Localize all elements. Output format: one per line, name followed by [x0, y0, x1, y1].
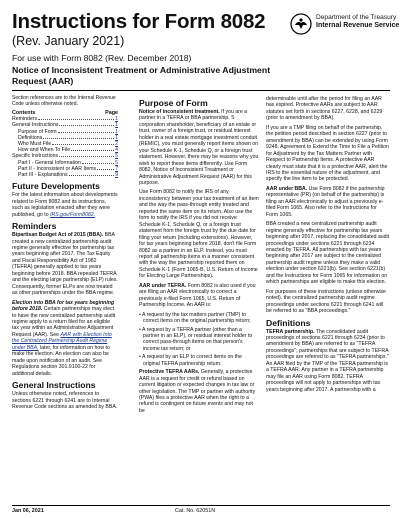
page-label: Page [105, 109, 118, 116]
protective-paragraph: Protective TEFRA AARs. Generally, a protective AAR is a request for credit or refund based on current litigation or expected changes in tax law or other legislation. The TMP or partner with authority (PWA) files a protective AAR when the right to a refund is contingent on future events and may not be [139, 369, 256, 414]
contents-label: Contents [12, 109, 36, 116]
general-instructions-text: Unless otherwise noted, references to sections 6221 through 6241 are to Internal Revenue Code sections as amended by BBA. [12, 391, 118, 410]
aar-bullet: • A request by an ELP to correct items on the original TEFRA partnership return. [139, 354, 242, 367]
future-developments-heading: Future Developments [12, 181, 100, 192]
election-paragraph: Election into BBA for tax years beginning before 2018. Certain partnerships may elect to have the new centralized partnership audit regime apply to a return filed for an eligible tax year within an Administrative Adjustment Request (AAR). See AAR with Election Into the Centralized Partnership Audit Regime under BBA, later, for information on how to make the election. An election can also be made upon notification of an audit. See Regulations section 301.9100-22 for additional details. [12, 299, 116, 377]
future-developments-text: For the latest information about developments related to Form 8082 and its instructions, such as legislation enacted after they were published, go to IRS.gov/Form8082. [12, 192, 118, 218]
dept-line1: Department of the Treasury [316, 14, 397, 21]
form-subtitle: Notice of Inconsistent Treatment or Administrative Adjustment Request (AAR) [12, 65, 271, 86]
tmp-paragraph: If you are a TMP filing on behalf of the partnership, the petition period described in section 6227 (prior to amendment by BBA) can be extended by using Form 9248, Agreement to Extend the Time to File a Petition for Adjustment by the Tax Matters Partner with Respect to Partnership Items. A protective AAR clearly must state that it is a protective AAR, alert the IRS to the essential nature of the adjustment, and specify the line item to be protected. [266, 124, 389, 183]
toc-item[interactable]: How and When To File 4 [18, 147, 118, 154]
department-block [316, 14, 399, 30]
reminders-heading: Reminders [12, 221, 57, 232]
tefra-paragraph: TEFRA partnership. The consolidated audit proceedings of sections 6221 through 6234 (prior to amendment by BBA) are referred to as "TEFRA proceedings"; partnerships that are subject to TEFRA proceedings are referred to as "TEFRA partnerships." An AAR filed by the TMP of the TEFRA partnership is a TEFRA AAR. Any partner in a TEFRA partnership may file an AAR using Form 8082. TEFRA proceedings will not apply to partnerships with tax years beginning after 2017. A partnership with a [266, 328, 389, 393]
column-2 [139, 96, 259, 417]
bba-regime-paragraph: BBA created a new centralized partnership audit regime generally effective for partnership tax years beginning after 2017, replacing the consolidated audit proceedings under sections 6221 through 6234 enacted by TEFRA. All partnerships with tax years beginning after 2017 are subject to the centralized partnership audit regime unless they make a valid election under section 6221(b). See section 6221(b) and the Instructions for Form 1065 for information on which partnerships are eligible to make this election. [266, 221, 390, 286]
toc-item[interactable]: Purpose of Form 1 [18, 128, 118, 135]
header-rule [12, 90, 390, 91]
page-title: Instructions for Form 8082 [12, 10, 266, 33]
notice-paragraph: Notice of inconsistent treatment. If you are a partner in a TEFRA or BBA partnership, S corporation shareholder, beneficiary of an estate or trust, owner of a foreign trust, or residual interest holder in a real estate mortgage investment conduit (REMIC), you must generally report items shown on your Schedule K-1, Schedule Q, or a foreign trust statement. However, there may be reasons why you wish to report these items differently. Use Form 8082, Notice of Inconsistent Treatment or Administrative Adjustment Request (AAR) for this purpose. [139, 109, 259, 186]
for-use-line: For use with Form 8082 (Rev. December 2018) [12, 53, 192, 63]
toc-item[interactable]: Part I - General Information 5 [18, 159, 118, 166]
section-references-note: Section references are to the Internal Revenue Code unless otherwise noted. [12, 95, 116, 107]
aar-election-link[interactable]: AAR with Election Into the Centralized Partnership Audit Regime under BBA, [12, 331, 112, 351]
table-of-contents [12, 116, 118, 178]
bba-paragraph: Bipartisan Budget Act of 2015 (BBA). BBA created a new centralized partnership audit regime generally effective for partnership tax years beginning after 2017. The Tax Equity and Fiscal Responsibility Act of 1982 (TEFRA) generally applied to tax years beginning before 2018. BBA repealed TEFRA and the electing large partnership (ELP) rules. Consequently, former ELPs are now treated as other partnerships under the BBA regime. [12, 232, 118, 297]
toc-item[interactable]: Definitions 1 [18, 134, 118, 141]
toc-item[interactable]: General Instructions 1 [12, 122, 118, 129]
continued-paragraph: determinable until after the period for filing an AAR has expired. Protective AARs are subject to AAR statutes set forth in sections 6227, 6228, and 6229 (prior to amendment by BBA). [266, 96, 383, 122]
column-1 [12, 96, 118, 413]
purpose-heading: Purpose of Form [139, 98, 208, 108]
toc-item[interactable]: Part III - Explanations 9 [18, 172, 118, 179]
dept-line2: Internal Revenue Service [316, 22, 400, 29]
column-3 [266, 96, 390, 396]
treasury-eagle-logo-icon [290, 13, 312, 35]
definitions-heading: Definitions [266, 317, 311, 328]
aar-bba-paragraph: AAR under BBA. Use Form 8082 if the partnership representative (PR) (on behalf of the partnership) is filing an AAR electronically to adjust a previously e-filed Form 1065. Also refer to the Instructions for Form 1065. [266, 185, 385, 218]
form8082-link[interactable]: IRS.gov/Form8082. [50, 211, 96, 218]
toc-item[interactable]: Reminders 1 [12, 116, 118, 123]
aar-bullet: • A request by a TEFRA partner (other than a partner in an ELP), or residual interest holder to correct pass-through items on that person's income tax return; or [139, 326, 253, 352]
aar-bullet: • A request by the tax matters partner (TMP) to correct items on the original partnership return; [139, 311, 251, 325]
toc-item[interactable]: Part II - Inconsistent or AAR Items 7 [18, 165, 118, 172]
footer-date: Jan 06, 2021 [12, 508, 44, 514]
toc-item[interactable]: Specific Instructions 5 [12, 153, 118, 160]
revision-date: (Rev. January 2021) [12, 34, 125, 48]
toc-item[interactable]: Who Must File 2 [18, 141, 118, 148]
footer-rule [12, 505, 390, 506]
general-instructions-heading: General Instructions [12, 380, 96, 391]
footer-cat-number: Cat. No. 62051N [175, 508, 216, 514]
purposes-paragraph: For purposes of these instructions (unless otherwise noted), the centralized partnership audit regime proceedings under sections 6221 through 6241 will be referred to as "BBA proceedings." [266, 288, 386, 315]
use-paragraph: Use Form 8082 to notify the IRS of any inconsistency between your tax treatment of an item and the way the pass-through entity treated and reported the same item on its return. Also use the form to notify the IRS if you did not receive Schedule K-1, Schedule Q, or a foreign trust statement from the foreign trust by the due date for filing your return (including extensions). However, for tax years beginning before 2018, don't file Form 8082 as a partner in an ELP. Instead, you must report all partnership items in a manner consistent with the way the partnership reported them on Schedule K-1 (Form 1065-B, U.S. Return of Income for Electing Large Partnerships). [139, 189, 259, 280]
aar-tefra-paragraph: AAR under TEFRA. Form 8082 is also used if you are filing an AAR electronically to correct a previously e-filed Form 1065, U.S. Return of Partnership Income. An AAR is: [139, 282, 256, 309]
